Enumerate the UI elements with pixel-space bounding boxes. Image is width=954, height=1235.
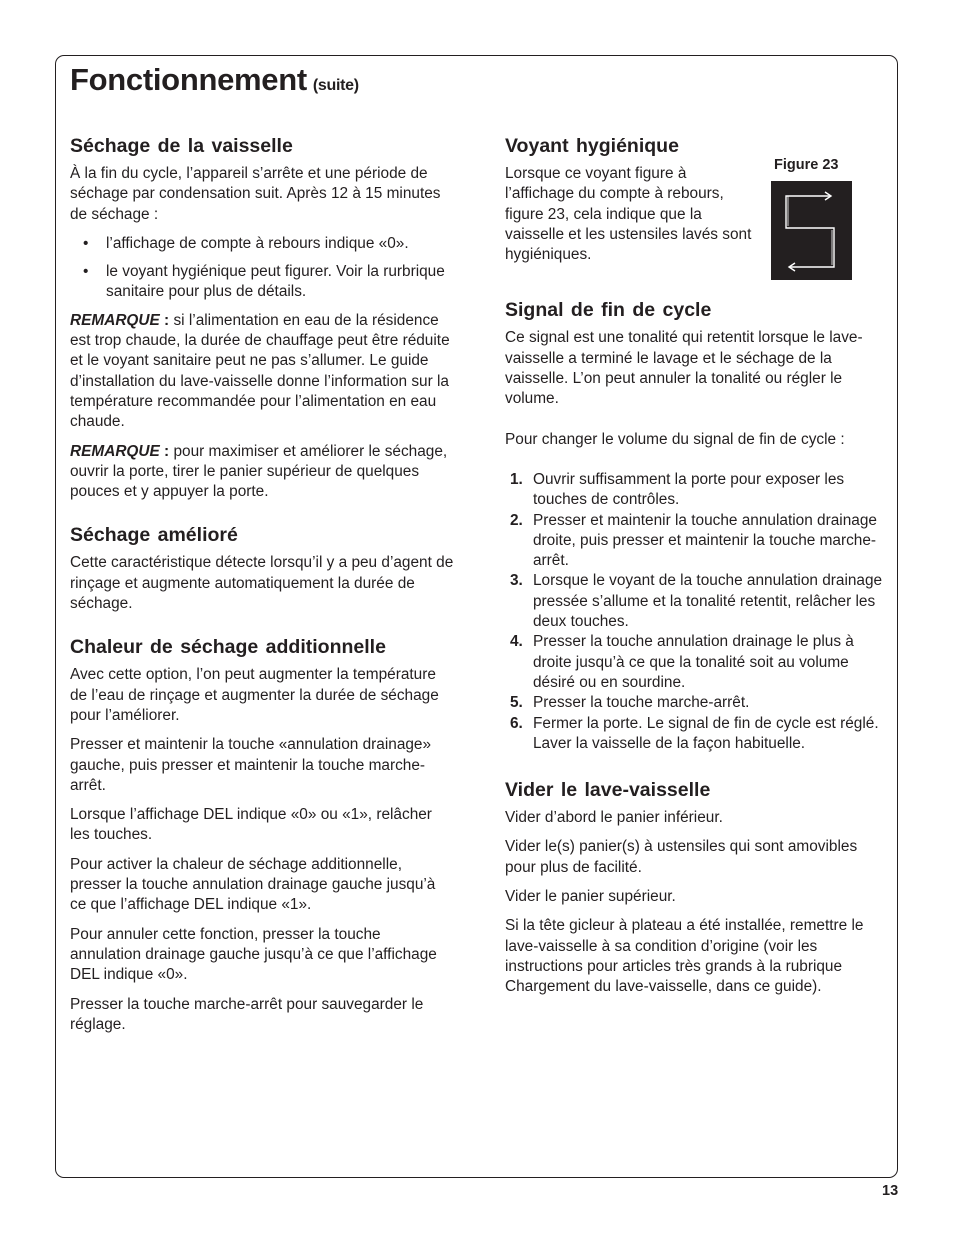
step-number: 3. [510,572,523,590]
sechage-bullet-list [70,234,455,303]
note-paragraph [70,442,455,503]
title-subtitle: (suite) [312,77,359,94]
list-item [70,262,455,303]
list-item [505,511,890,572]
signal-intro: Ce signal est une tonalité qui retentit lorsque le lave-vaisselle a terminé le lavage et le séchage de la vaisselle. L’on peut annuler la tonalité ou régler le volume. [505,329,863,408]
chaleur-paragraph: Lorsque l’affichage DEL indique «0» ou «1», relâcher les touches. [70,806,432,844]
note-separator: : [159,442,174,460]
list-item [505,693,890,713]
chaleur-paragraph: Presser et maintenir la touche «annulation drainage» gauche, puis presser et maintenir la touche marche-arrêt. [70,736,432,794]
section-heading-signal: Signal de fin de cycle [505,299,712,322]
note-text: pour maximiser et améliorer le séchage, ouvrir la porte, tirer le panier supérieur de quelques pouces et y appuyer la porte. [70,442,448,501]
chaleur-paragraph: Avec cette option, l’on peut augmenter la température de l’eau de rinçage et augmenter la durée de séchage pour l’améliorer. [70,666,439,724]
step-text: Lorsque le voyant de la touche annulation drainage pressée s’allume et la tonalité retentit, relâcher les deux touches. [533,572,883,631]
list-item [505,632,890,693]
note-label: REMARQUE [70,442,160,460]
note-paragraph [70,311,455,433]
page-number: 13 [882,1183,899,1199]
section-heading-voyant: Voyant hygiénique [505,135,679,157]
chaleur-paragraph: Pour annuler cette fonction, presser la touche annulation drainage gauche jusqu’à ce que l’affichage DEL indique «0». [70,925,437,984]
step-text: Presser la touche annulation drainage le plus à droite jusqu’à ce que la tonalité soit au volume désiré ou en sourdine. [533,633,854,691]
bullet-icon: • [83,234,89,252]
signal-lead: Pour changer le volume du signal de fin de cycle : [505,430,845,448]
sechage-intro: À la fin du cycle, l’appareil s’arrête et une période de séchage par condensation suit. Après 12 à 15 minutes de séchage : [70,165,441,223]
note-separator: : [159,311,174,329]
spacer [505,754,890,778]
spacer [70,511,455,523]
voyant-text: Lorsque ce voyant figure à l’affichage du compte à rebours, figure 23, cela indique que la vaisselle et les ustensiles lavés sont hygiéniques. [505,165,752,264]
section-heading-vider: Vider le lave-vaisselle [505,779,711,802]
spacer [70,623,455,635]
figure-label: Figure 23 [774,157,839,173]
step-text: Fermer la porte. Le signal de fin de cycle est réglé. Laver la vaisselle de la façon habituelle. [533,714,879,752]
vider-paragraph: Vider le panier supérieur. [505,888,676,906]
vider-paragraph: Vider d’abord le panier inférieur. [505,809,723,827]
bullet-text: le voyant hygiénique peut figurer. Voir la rurbrique sanitaire pour plus de détails. [106,263,445,301]
bullet-icon: • [83,263,89,281]
page-title [70,62,359,98]
signal-steps-list [505,470,890,754]
title-text: Fonctionnement [70,62,307,97]
note-text: si l’alimentation en eau de la résidence est trop chaude, la durée de chauffage peut être réduite et le voyant sanitaire peut ne pas s’allumer. Le guide d’installation du lave-vaisselle donne l’information sur la température recommandée pour l’alimentation en eau chaude. [70,311,450,431]
step-number: 5. [510,694,523,712]
step-number: 2. [510,511,523,529]
chaleur-paragraph: Presser la touche marche-arrêt pour sauvegarder le réglage. [70,995,424,1033]
list-item [505,714,890,755]
vider-paragraph: Si la tête gicleur à plateau a été installée, remettre le lave-vaisselle à sa condition d’origine (voir les instructions pour articles très grands à la rubrique Chargement du lave-vaisselle, dans ce guide). [505,917,864,996]
sanitize-s-icon [771,181,852,280]
list-item [505,571,890,632]
left-column [70,134,455,1044]
step-number: 4. [510,633,523,651]
note-label: REMARQUE [70,311,160,329]
section-heading-ameliore: Séchage amélioré [70,524,238,547]
sanitize-indicator-figure [771,181,852,280]
ameliore-text: Cette caractéristique détecte lorsqu’il y a peu d’agent de rinçage et augmente automatiquement la durée de séchage. [70,554,454,613]
bullet-text: l’affichage de compte à rebours indique «0». [106,234,409,252]
step-text: Presser la touche marche-arrêt. [533,694,750,712]
step-number: 1. [510,470,523,488]
section-heading-sechage: Séchage de la vaisselle [70,135,293,157]
step-number: 6. [510,714,523,732]
chaleur-paragraph: Pour activer la chaleur de séchage additionnelle, presser la touche annulation drainage gauche jusqu’à ce que l’affichage DEL indique «1». [70,855,436,914]
vider-paragraph: Vider le(s) panier(s) à ustensiles qui sont amovibles pour plus de facilité. [505,838,858,876]
section-heading-chaleur: Chaleur de séchage additionnelle [70,636,386,659]
step-text: Ouvrir suffisamment la porte pour exposer les touches de contrôles. [533,470,845,509]
list-item [70,234,455,254]
list-item [505,470,890,511]
step-text: Presser et maintenir la touche annulation drainage droite, puis presser et maintenir la touche marche-arrêt. [533,511,877,570]
